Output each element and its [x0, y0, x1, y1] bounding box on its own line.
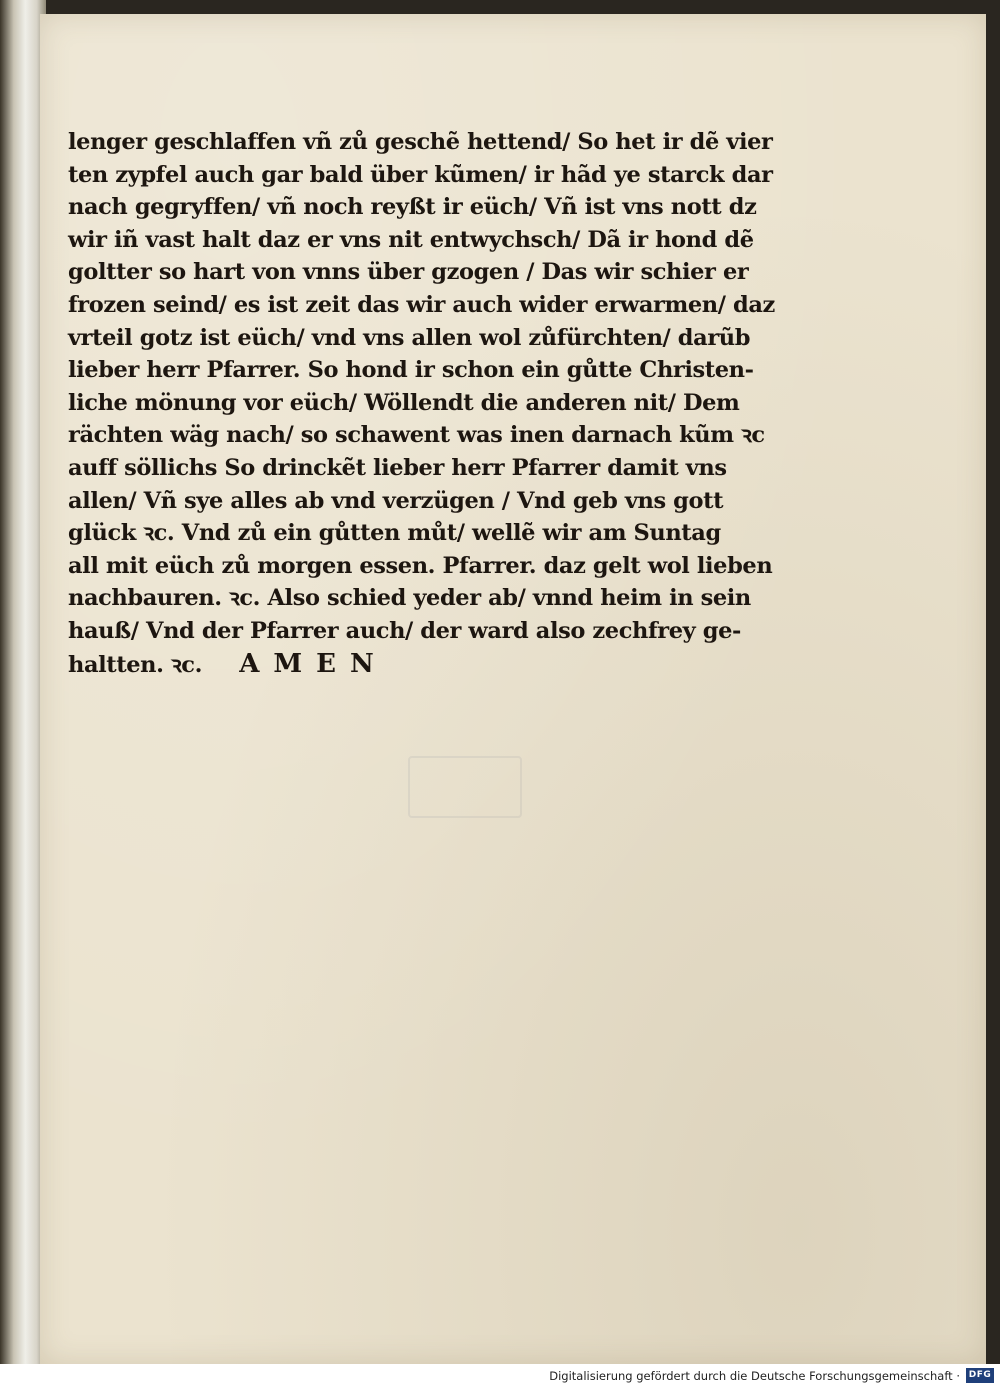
- footer-bar: [0, 1364, 1000, 1389]
- funding-notice: Digitalisierung gefördert durch die Deutsche Forschungsgemeinschaft ·: [549, 1369, 960, 1383]
- text-line: liche mönung vor eüch/ Wöllendt die anderen nit/ Dem: [68, 389, 740, 416]
- last-line: [68, 648, 808, 682]
- text-line: hauß/ Vnd der Pfarrer auch/ der ward also zechfrey ge-: [68, 617, 741, 644]
- text-line: nachbauren. ꝛc. Also schied yeder ab/ vnnd heim in sein: [68, 585, 751, 612]
- text-line: allen/ Vñ sye alles ab vnd verzügen / Vnd geb vns gott: [68, 487, 724, 514]
- text-line: nach gegryffen/ vñ noch reyßt ir eüch/ Vñ ist vns nott dz: [68, 194, 757, 221]
- text-line: frozen seind/ es ist zeit das wir auch wider erwarmen/ daz: [68, 291, 775, 318]
- text-line: rächten wäg nach/ so schawent was inen darnach kũm ꝛc: [68, 422, 765, 449]
- text-line: all mit eüch zů morgen essen. Pfarrer. daz gelt wol lieben: [68, 552, 773, 579]
- dfg-logo: DFG: [966, 1368, 994, 1383]
- text-block: [68, 126, 808, 681]
- text-line: goltter so hart von vnns über gzogen / Das wir schier er: [68, 259, 749, 286]
- text-line: vrteil gotz ist eüch/ vnd vns allen wol zůfürchten/ darũb: [68, 324, 751, 351]
- text-line: glück ꝛc. Vnd zů ein gůtten můt/ wellẽ wir am Suntag: [68, 520, 721, 547]
- book-page: [40, 14, 986, 1364]
- last-line-text: haltten. ꝛc.: [68, 651, 203, 678]
- text-line: auff söllichs So drinckẽt lieber herr Pfarrer damit vns: [68, 454, 727, 481]
- text-line: ten zypfel auch gar bald über kũmen/ ir hãd ye starck dar: [68, 161, 773, 188]
- text-line: lenger geschlaffen vñ zů geschẽ hettend/ So het ir dẽ vier: [68, 129, 773, 155]
- text-line: wir iñ vast halt daz er vns nit entwychsch/ Dã ir hond dẽ: [68, 226, 754, 253]
- closing-amen: AMEN: [239, 648, 388, 679]
- library-stamp-faint: [408, 756, 522, 818]
- text-line: lieber herr Pfarrer. So hond ir schon ein gůtte Christen-: [68, 357, 754, 384]
